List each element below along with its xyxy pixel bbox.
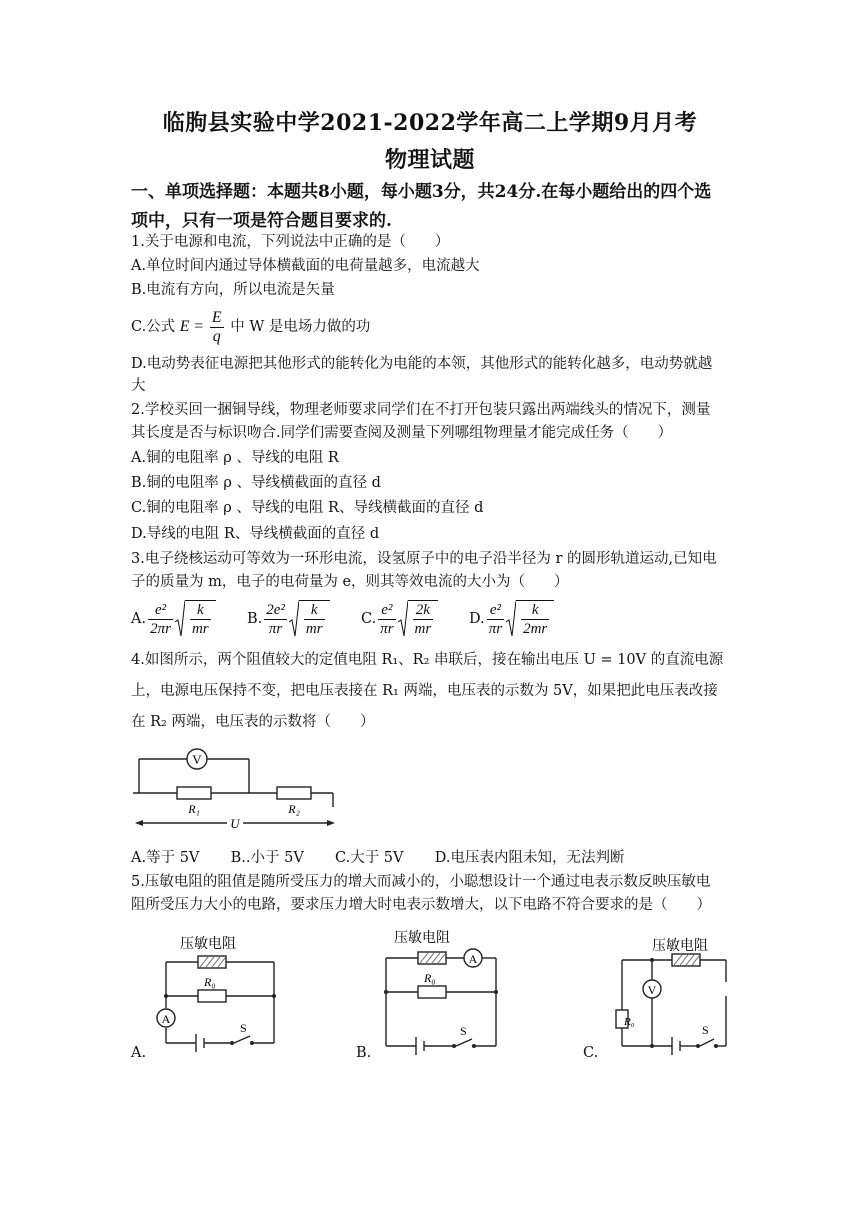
q3-option-label: A.	[131, 611, 147, 627]
q1-c-denominator: q	[212, 327, 221, 345]
q1-option-b: B.电流有方向，所以电流是矢量	[131, 282, 335, 298]
exam-subtitle: 物理试题	[384, 147, 475, 173]
q1-c-fraction	[210, 309, 224, 346]
q5-option-b: B.	[356, 1045, 372, 1061]
q5-b-ammeter-label: A	[468, 952, 478, 966]
q5-a-switch-label: S	[240, 1021, 247, 1035]
q2-option-c: C.铜的电阻率 ρ 、导线的电阻 R、导线横截面的直径 d	[131, 500, 484, 516]
q3-radicand-denominator: mr	[305, 621, 323, 637]
section-heading-line1: 一、单项选择题：本题共8小题，每小题3分，共24分.在每小题给出的四个选	[131, 182, 712, 202]
q2-stem-line2: 其长度是否与标识吻合.同学们需要查阅及测量下列哪组物理量才能完成任务（ ）	[131, 425, 673, 441]
q5-a-r0-label: R₀	[204, 975, 216, 989]
q1-c-prefix: C.公式	[131, 319, 176, 335]
q3-sqrt	[289, 600, 330, 638]
q4-circuit-figure	[131, 745, 341, 835]
q5-option-a: A.	[131, 1045, 147, 1061]
q4-fig-v-label: V	[192, 752, 202, 767]
q2-option-d: D.导线的电阻 R、导线横截面的直径 d	[131, 526, 380, 542]
q5-c-sensor-label: 压敏电阻	[652, 938, 708, 954]
q4-stem-line3: 在 R₂ 两端，电压表的示数将（ ）	[131, 714, 375, 730]
q5-b-sensor-label: 压敏电阻	[394, 930, 450, 946]
q3-radicand-numerator: k	[304, 601, 325, 620]
q5-c-switch-label: S	[702, 1023, 709, 1037]
q5-c-voltmeter-label: V	[647, 983, 657, 997]
q1-stem: 1.关于电源和电流，下列说法中正确的是（ ）	[131, 234, 450, 250]
q3-option-label: D.	[469, 611, 485, 627]
q3-radicand-denominator: 2mr	[523, 621, 548, 637]
q3-sqrt	[175, 600, 216, 638]
q3-fraction	[264, 601, 287, 638]
sqrt-sign-icon	[289, 600, 299, 638]
q3-stem-line2: 子的质量为 m，电子的电荷量为 e，则其等效电流的大小为（ ）	[131, 574, 569, 590]
q3-radicand-numerator: k	[521, 601, 549, 620]
q3-stem-line1: 3.电子绕核运动可等效为一环形电流，设氢原子中的电子沿半径为 r 的圆形轨道运动,已知电	[131, 551, 717, 567]
q3-sqrt	[398, 600, 439, 638]
q3-fraction	[378, 601, 395, 638]
q4-fig-r1-label: R₁	[188, 802, 200, 816]
q3-option-b	[247, 600, 330, 638]
q4-stem-line1: 4.如图所示，两个阻值较大的定值电阻 R₁、R₂ 串联后，接在输出电压 U = 10V 的直流电源	[131, 652, 724, 668]
q5-option-c: C.	[583, 1045, 599, 1061]
q1-option-a: A.单位时间内通过导体横截面的电荷量越多，电流越大	[131, 258, 480, 274]
q4-option-c: C.大于 5V	[335, 850, 404, 866]
q1-c-suffix: 中 W 是电场力做的功	[230, 319, 371, 335]
q3-option-d	[469, 600, 554, 638]
q3-radicand-numerator: k	[190, 601, 211, 620]
q1-c-lhs: E	[179, 318, 190, 335]
q5-stem-line1: 5.压敏电阻的阻值是随所受压力的增大而减小的，小聪想设计一个通过电表示数反映压敏电	[131, 874, 711, 890]
q4-option-b: B..小于 5V	[230, 850, 304, 866]
q5-b-r0-label: R₀	[424, 971, 436, 985]
q3-fraction	[487, 601, 504, 638]
q3-sqrt	[506, 600, 554, 638]
q3-numerator: e²	[487, 601, 504, 620]
q1-c-numerator: E	[211, 308, 222, 326]
q3-option-label: C.	[361, 611, 377, 627]
q5-stem-line2: 阻所受压力大小的电路，要求压力增大时电表示数增大，以下电路不符合要求的是（ ）	[131, 897, 711, 913]
q3-numerator: e²	[378, 601, 395, 620]
sqrt-sign-icon	[398, 600, 408, 638]
q3-options	[131, 598, 731, 644]
q1-option-d-line1: D.电动势表征电源把其他形式的能转化为电能的本领，其他形式的能转化越多，电动势就越	[131, 356, 713, 372]
sqrt-sign-icon	[506, 600, 516, 638]
q3-denominator: πr	[488, 620, 503, 637]
q3-option-a	[131, 600, 216, 638]
q4-stem-line2: 上，电源电压保持不变，把电压表接在 R₁ 两端，电压表的示数为 5V，如果把此电压表改接	[131, 683, 718, 699]
q3-radicand-denominator: mr	[191, 621, 209, 637]
q1-option-d-line2: 大	[131, 378, 146, 394]
q2-stem-line1: 2.学校买回一捆铜导线，物理老师要求同学们在不打开包装只露出两端线头的情况下，测量	[131, 402, 711, 418]
q5-circuit-c	[612, 932, 737, 1056]
sqrt-sign-icon	[175, 600, 185, 638]
q3-fraction	[148, 601, 173, 638]
q3-denominator: πr	[380, 620, 394, 637]
q2-option-a: A.铜的电阻率 ρ 、导线的电阻 R	[131, 450, 339, 466]
q4-fig-r2-label: R₂	[288, 802, 300, 816]
q1-option-c: C.公式 E = $\frac{E}{q}$ 中 W 是电场力做的功	[131, 308, 371, 345]
q4-option-d: D.电压表内阻未知，无法判断	[434, 850, 625, 866]
q3-option-c	[361, 600, 438, 638]
q4-fig-u-label: U	[230, 816, 240, 831]
q3-denominator: πr	[268, 620, 283, 637]
q4-option-a: A.等于 5V	[131, 850, 200, 866]
q5-c-r0-label: R₀	[624, 1016, 635, 1028]
q3-numerator: 2e²	[266, 601, 285, 618]
q2-option-b: B.铜的电阻率 ρ 、导线横截面的直径 d	[131, 475, 381, 491]
q3-option-label: B.	[247, 611, 263, 627]
q5-circuit-a	[150, 928, 285, 1056]
q3-radicand-denominator: mr	[414, 621, 432, 637]
q5-b-switch-label: S	[460, 1024, 467, 1038]
q5-circuit-b	[378, 922, 503, 1056]
q5-a-ammeter-label: A	[161, 1012, 171, 1026]
q5-a-sensor-label: 压敏电阻	[180, 936, 236, 952]
section-heading-line2: 项中，只有一项是符合题目要求的.	[131, 211, 392, 231]
q4-options	[131, 848, 731, 868]
q3-radicand-numerator: 2k	[413, 601, 434, 620]
q3-denominator: 2πr	[150, 620, 171, 637]
q3-numerator: e²	[148, 601, 173, 620]
exam-title: 临朐县实验中学2021-2022学年高二上学期9月月考	[162, 110, 698, 136]
